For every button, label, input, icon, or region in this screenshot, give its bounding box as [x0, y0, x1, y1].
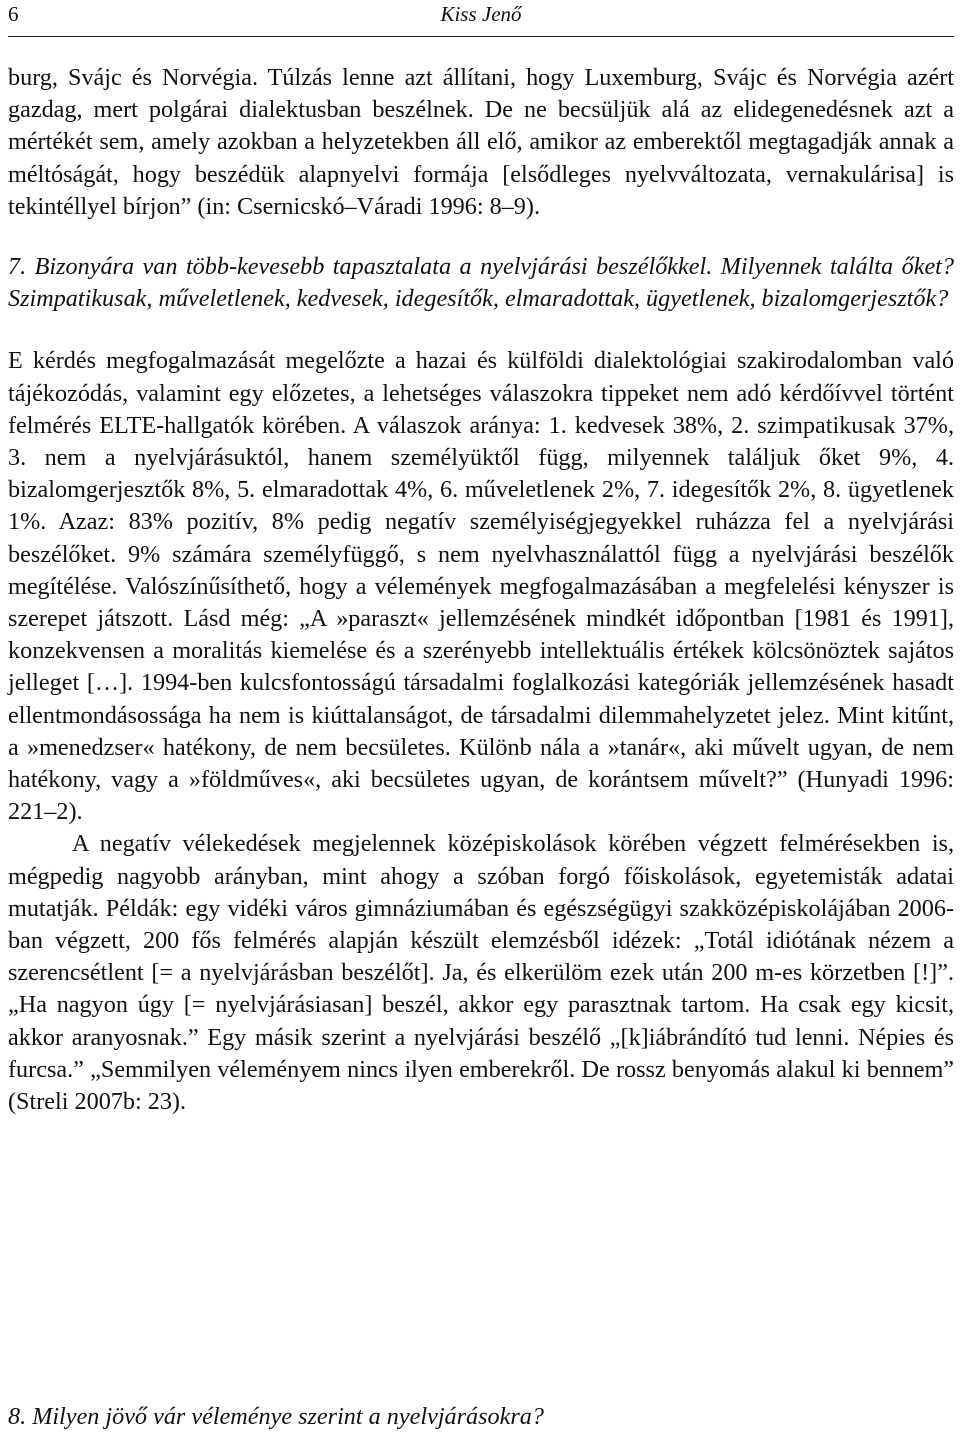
page-header — [8, 0, 954, 37]
page-number: 6 — [8, 2, 19, 26]
question-7: 7. Bizonyára van több-kevesebb tapasztalata a nyelvjárási beszélőkkel. Milyennek találta őket? Szimpatikusak, műveletlenek, kedvesek, idegesítők, elmaradottak, ügyetlenek, bizalomgerjesztők? — [8, 253, 954, 313]
running-head: Kiss Jenő — [440, 2, 522, 26]
document-page — [8, 0, 954, 1432]
paragraph-quote-end: burg, Svájc és Norvégia. Túlzás lenne azt állítani, hogy Luxemburg, Svájc és Norvégia azért gazdag, mert polgárai dialektusban beszélnek. De ne becsüljük alá az elidegenedésnek azt a mértékét sem, amely azokban a helyzetekben áll elő, amikor az emberektől megtagadják annak a méltóságát, hogy beszédük alapnyelvi formája [elsődleges nyelvváltozata, vernakulárisa] is tekintéllyel bírjon” (in: Csernicskó–Váradi 1996: 8–9). — [8, 64, 954, 220]
paragraph-survey-results: E kérdés megfogalmazását megelőzte a hazai és külföldi dialektológiai szakirodalomban való tájékozódás, valamint egy előzetes, a lehetséges válaszokra tippeket nem adó kérdőívvel történt felmérés ELTE-hallgatók körében. A válaszok aránya: 1. kedvesek 38%, 2. szimpatikusak 37%, 3. nem a nyelvjárásuktól, hanem személyüktől függ, milyennek találjuk őket 9%, 4. bizalomgerjesztők 8%, 5. elmaradottak 4%, 6. műveletlenek 2%, 7. idegesítők 2%, 8. ügyetlenek 1%. Azaz: 83% pozitív, 8% pedig negatív személyiségjegyekkel ruházza fel a nyelvjárási beszélőket. 9% számára személyfüggő, s nem nyelvhasználattól függ a nyelvjárási beszélők megítélése. Valószínűsíthető, hogy a vélemények megfogalmazásában a megfelelési kényszer is szerepet játszott. Lásd még: „A »paraszt« jellemzésének mindkét időpontban [1981 és 1991], konzekvensen a moralitás kiemelése és a szerényebb intellektuális értékek kölcsönöztek sajátos jelleget […]. 1994-ben kulcsfontosságú társadalmi foglalkozási kategóriák jellemzésének hasadt ellentmondásossága ha nem is kiúttalanságot, de társadalmi dilemmahelyzetet jelez. Mint kitűnt, a »menedzser« hatékony, de nem becsületes. Különb nála a »tanár«, aki művelt ugyan, de nem hatékony, vagy a »földműves«, aki becsületes ugyan, de korántsem művelt?” (Hunyadi 1996: 221–2). — [8, 347, 954, 826]
paragraph-negative-opinions: A negatív vélekedések megjelennek középiskolások körében végzett felmérésekben is, mégpedig nagyobb arányban, mint ahogy a szóban forgó főiskolások, egyetemisták adatai mutatják. Példák: egy vidéki város gimnáziumában és egészségügyi szakközépiskolájában 2006-ban végzett, 200 fős felmérés alapján készült elemzésből idézek: „Totál idiótának nézem a szerencsétlent [= a nyelvjárásban beszélőt]. Ja, és elkerülöm ezek után 200 m-es körzetben [!]”. „Ha nagyon úgy [= nyelvjárásiasan] beszél, akkor egy parasztnak tartom. Ha csak egy kicsit, akkor aranyosnak.” Egy másik szerint a nyelvjárási beszélő „[k]iábrándító tud lenni. Népies és furcsa.” „Semmilyen véleményem nincs ilyen emberekről. De rossz benyomás alakul ki bennem” (Streli 2007b: 23). — [8, 830, 954, 1116]
question-8: 8. Milyen jövő vár véleménye szerint a nyelvjárásokra? — [8, 1403, 544, 1430]
body-text — [8, 62, 954, 1118]
